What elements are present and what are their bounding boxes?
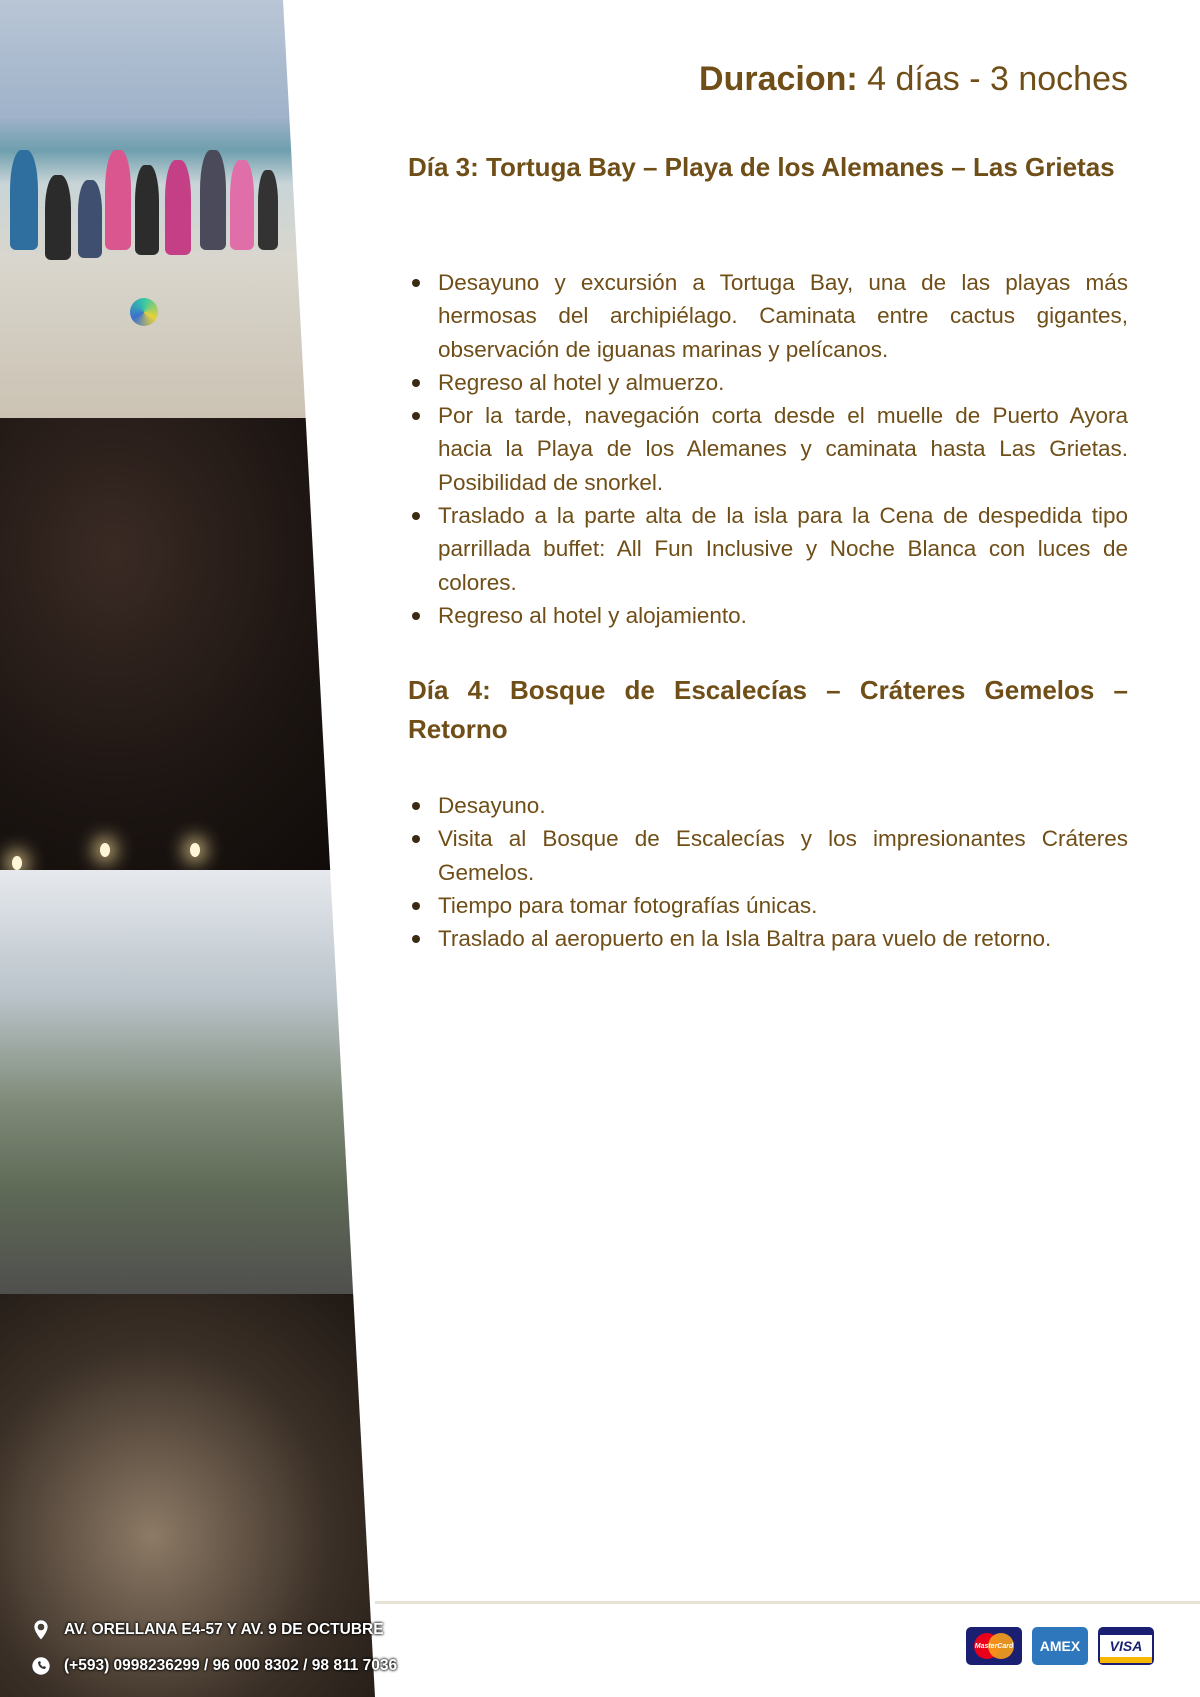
phones-text: (+593) 0998236299 / 96 000 8302 / 98 811 7036 (64, 1657, 398, 1674)
list-item: Tiempo para tomar fotografías únicas. (438, 889, 1128, 922)
photo-collage (0, 0, 380, 1697)
list-item: Traslado al aeropuerto en la Isla Baltra para vuelo de retorno. (438, 922, 1128, 955)
list-item: Desayuno y excursión a Tortuga Bay, una de las playas más hermosas del archipiélago. Caminata entre cactus gigantes, observación de iguanas marinas y pelícanos. (438, 266, 1128, 366)
list-item: Regreso al hotel y alojamiento. (438, 599, 1128, 632)
duration-label: Duracion: (699, 60, 858, 98)
list-item: Desayuno. (438, 789, 1128, 822)
day-3-title: Día 3: Tortuga Bay – Playa de los Alemanes – Las Grietas (408, 152, 1115, 182)
amex-logo: AMEX (1032, 1627, 1088, 1665)
mastercard-logo: MasterCard (966, 1627, 1022, 1665)
whatsapp-phone-icon (30, 1655, 52, 1677)
birthday-party-photo (0, 418, 380, 870)
footer-address (30, 1619, 384, 1641)
payment-cards (966, 1627, 1154, 1665)
footer-phones (30, 1655, 397, 1677)
address-text: AV. ORELLANA E4-57 Y AV. 9 DE OCTUBRE (64, 1621, 384, 1638)
footer-divider (375, 1601, 1200, 1604)
group-vests-photo (0, 870, 380, 1294)
day-3-activities (408, 266, 1128, 632)
list-item: Regreso al hotel y almuerzo. (438, 366, 1128, 399)
day-4-title: Día 4: Bosque de Escalecías – Cráteres Gemelos – Retorno (408, 675, 1128, 744)
list-item: Visita al Bosque de Escalecías y los impresionantes Cráteres Gemelos. (438, 822, 1128, 889)
day-4-activities (408, 789, 1128, 955)
location-pin-icon (30, 1619, 52, 1641)
list-item: Por la tarde, navegación corta desde el muelle de Puerto Ayora hacia la Playa de los Alemanes y caminata hasta Las Grietas. Posibilidad de snorkel. (438, 399, 1128, 499)
beach-group-photo (0, 0, 380, 418)
duration-value: 4 días - 3 noches (867, 60, 1128, 98)
duration-heading (699, 60, 1128, 99)
visa-logo: VISA (1098, 1627, 1154, 1665)
beach-ball (130, 298, 158, 326)
list-item: Traslado a la parte alta de la isla para la Cena de despedida tipo parrillada buffet: All Fun Inclusive y Noche Blanca con luces de colores. (438, 499, 1128, 599)
